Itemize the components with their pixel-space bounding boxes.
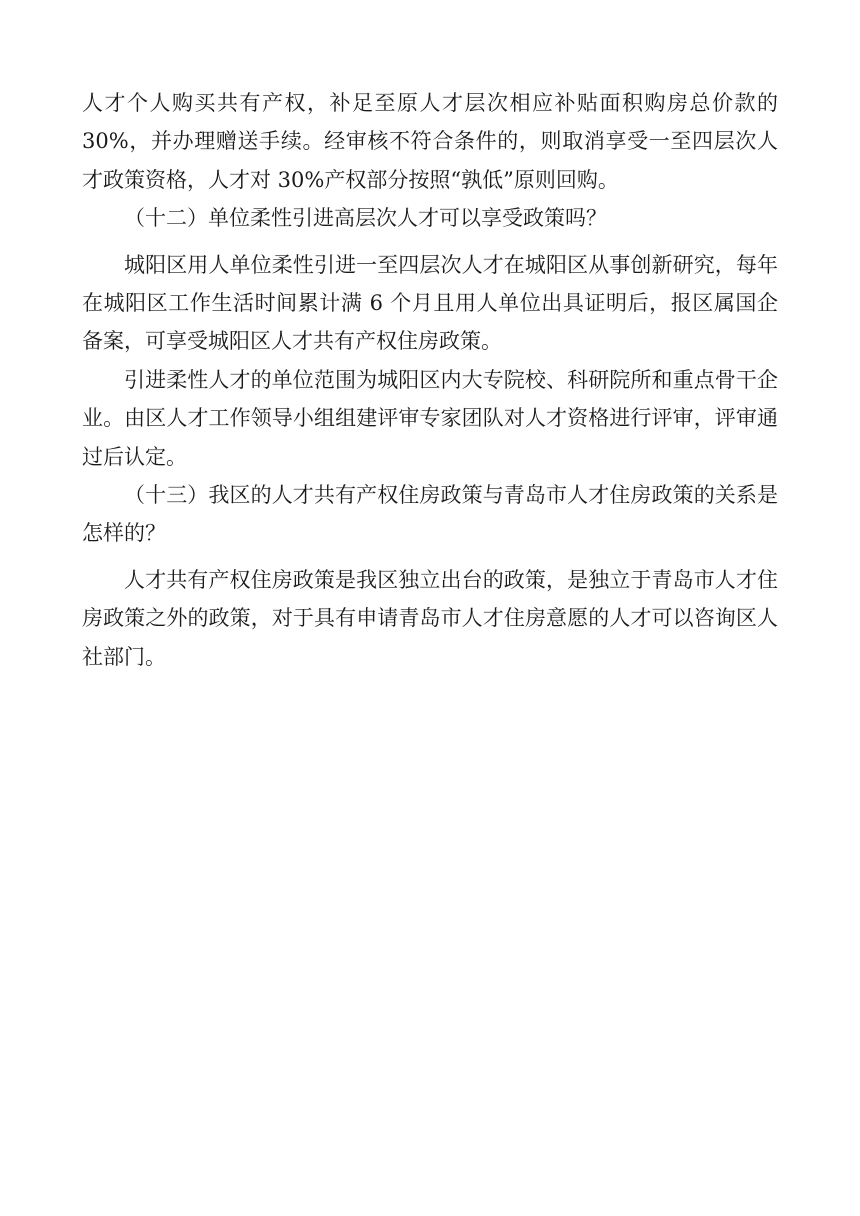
question-heading-13: （十三）我区的人才共有产权住房政策与青岛市人才住房政策的关系是怎样的？ (82, 483, 778, 546)
document-body (82, 84, 778, 676)
answer-paragraph-13: 人才共有产权住房政策是我区独立出台的政策，是独立于青岛市人才住房政策之外的政策，对于具有申请青岛市人才住房意愿的人才可以咨询区人社部门。 (82, 567, 778, 669)
paragraph-continuation: 人才个人购买共有产权，补足至原人才层次相应补贴面积购房总价款的 30%，并办理赠送手续。经审核不符合条件的，则取消享受一至四层次人才政策资格，人才对 30%产权部分按照“孰低”原则回购。 (82, 91, 778, 192)
question-heading-12: （十二）单位柔性引进高层次人才可以享受政策吗？ (124, 206, 607, 231)
answer-paragraph-12-a: 城阳区用人单位柔性引进一至四层次人才在城阳区从事创新研究，每年在城阳区工作生活时间累计满 6 个月且用人单位出具证明后，报区属国企备案，可享受城阳区人才共有产权住房政策。 (82, 252, 778, 354)
answer-paragraph-12-b: 引进柔性人才的单位范围为城阳区内大专院校、科研院所和重点骨干企业。由区人才工作领导小组组建评审专家团队对人才资格进行评审，评审通过后认定。 (82, 367, 778, 469)
